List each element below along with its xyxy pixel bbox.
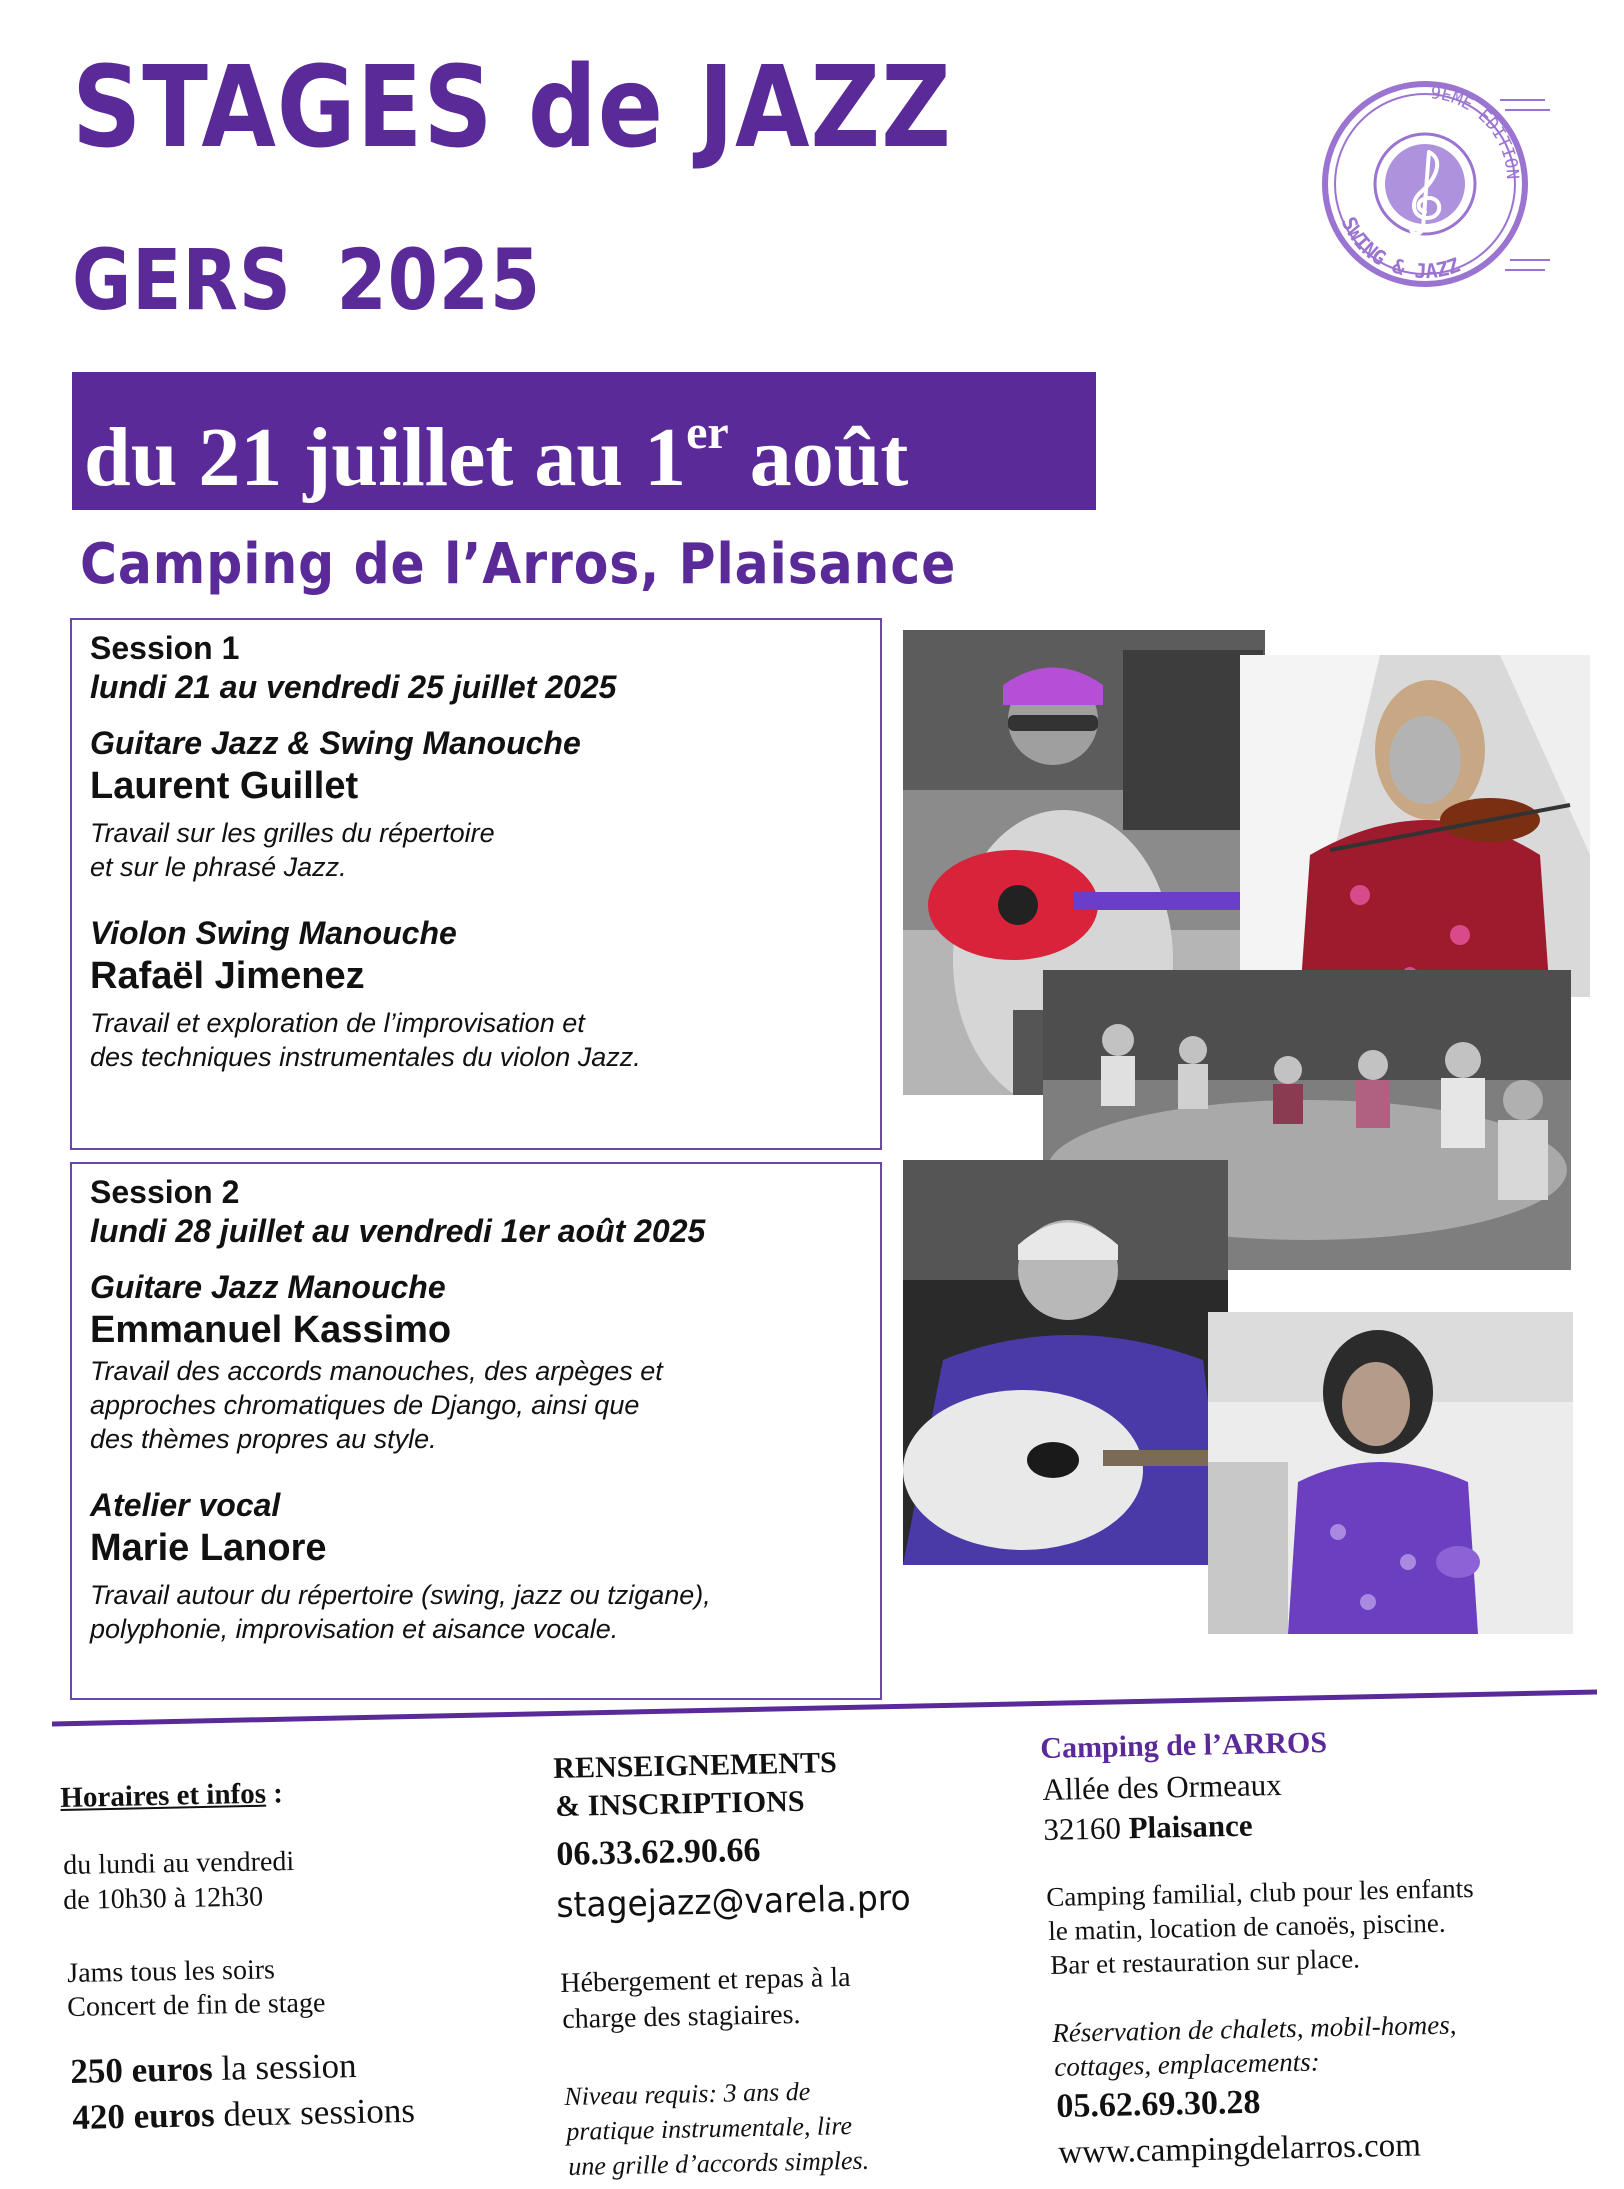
camping-city: Plaisance — [1128, 1807, 1253, 1846]
camping-desc-line1: Camping familial, club pour les enfants — [1046, 1873, 1474, 1912]
camping-website-link[interactable]: www.campingdelarros.com — [1058, 2127, 1422, 2171]
subtitle-gers: GERS — [72, 231, 292, 329]
camping-postcode: 32160 — [1043, 1810, 1129, 1847]
course-name: Atelier vocal — [90, 1487, 281, 1523]
lodging-line2: charge des stagiaires. — [562, 1999, 801, 2035]
subtitle-gers-2025 — [72, 232, 541, 328]
edition-stamp — [1295, 60, 1555, 300]
camping-name: Camping de l’ARROS — [1040, 1725, 1328, 1765]
price-two-amount: 420 euros — [72, 2095, 216, 2137]
jams-text: Jams tous les soirs — [67, 1954, 276, 1989]
camping-desc-line3: Bar et restauration sur place. — [1050, 1943, 1361, 1980]
reservation-line2: cottages, emplacements: — [1054, 2046, 1320, 2082]
session-2-box — [70, 1162, 882, 1700]
price-two-label: deux sessions — [214, 2090, 416, 2135]
dates-main: du 21 juillet au 1 — [84, 411, 687, 504]
footer-divider — [52, 1688, 1597, 1728]
session-1-box — [70, 618, 882, 1150]
price-one-session — [70, 2046, 357, 2092]
stamp-arc-text: SWING & JAZZ — [1336, 213, 1464, 284]
concert-text: Concert de fin de stage — [67, 1987, 326, 2023]
session-2-title: Session 2 — [90, 1174, 240, 1210]
dates-banner — [72, 372, 1096, 510]
venue-title: Camping de l’Arros, Plaisance — [80, 532, 957, 597]
camping-street: Allée des Ormeaux — [1042, 1766, 1282, 1807]
info-heading-line2: & INSCRIPTIONS — [555, 1784, 805, 1823]
course-description: Travail des accords manouches, des arpèges et approches chromatiques de Django, ainsi que des thèmes propres au style. — [90, 1356, 663, 1454]
teacher-name: Rafaël Jimenez — [90, 955, 365, 997]
hours-text: de 10h30 à 12h30 — [63, 1881, 264, 1916]
course-description: Travail autour du répertoire (swing, jazz ou tzigane), polyphonie, improvisation et aisance vocale. — [90, 1580, 711, 1644]
hours-heading-colon: : — [265, 1777, 284, 1810]
hours-heading-text: Horaires et infos — [60, 1777, 267, 1814]
dates-end: août — [728, 411, 909, 504]
camping-phone[interactable]: 05.62.69.30.28 — [1056, 2083, 1261, 2125]
lodging-line1: Hébergement et repas à la — [560, 1961, 851, 1999]
session-2-dates: lundi 28 juillet au vendredi 1er août 2025 — [90, 1213, 706, 1249]
info-phone[interactable]: 06.33.62.90.66 — [556, 1831, 761, 1873]
course-description: Travail et exploration de l’improvisation et des techniques instrumentales du violon Jazz. — [90, 1008, 641, 1072]
camping-desc-line2: le matin, location de canoës, piscine. — [1048, 1907, 1446, 1946]
info-heading-line1: RENSEIGNEMENTS — [553, 1746, 838, 1785]
price-one-amount: 250 euros — [70, 2049, 214, 2091]
session-1-dates: lundi 21 au vendredi 25 juillet 2025 — [90, 669, 617, 705]
info-email[interactable]: stagejazz@varela.pro — [556, 1878, 912, 1926]
hours-heading — [60, 1777, 283, 1815]
level-line1: Niveau requis: 3 ans de — [564, 2076, 811, 2111]
price-two-sessions — [72, 2091, 415, 2138]
session-1-title: Session 1 — [90, 630, 240, 666]
photo-violinist-rafael — [1240, 655, 1590, 997]
teacher-name: Marie Lanore — [90, 1527, 327, 1569]
photo-singer-marie — [1208, 1312, 1573, 1634]
subtitle-year: 2025 — [336, 231, 541, 329]
stamp-edition-text: 9ÈME ÉDITION — [1429, 83, 1523, 180]
course-name: Guitare Jazz & Swing Manouche — [90, 725, 581, 761]
teacher-name: Laurent Guillet — [90, 765, 359, 807]
teacher-name: Emmanuel Kassimo — [90, 1309, 452, 1351]
course-name: Violon Swing Manouche — [90, 915, 457, 951]
reservation-line1: Réservation de chalets, mobil-homes, — [1052, 2009, 1457, 2048]
level-line3: une grille d’accords simples. — [568, 2145, 870, 2181]
days-text: du lundi au vendredi — [63, 1845, 295, 1881]
camping-city-line — [1043, 1808, 1253, 1848]
course-name: Guitare Jazz Manouche — [90, 1269, 446, 1305]
main-title: STAGES de JAZZ — [72, 43, 952, 173]
level-line2: pratique instrumentale, lire — [566, 2111, 853, 2146]
photo-guitarist-emmanuel — [903, 1160, 1228, 1565]
dates-superscript: er — [686, 406, 729, 459]
course-description: Travail sur les grilles du répertoire et sur le phrasé Jazz. — [90, 818, 495, 882]
price-one-label: la session — [212, 2046, 357, 2089]
